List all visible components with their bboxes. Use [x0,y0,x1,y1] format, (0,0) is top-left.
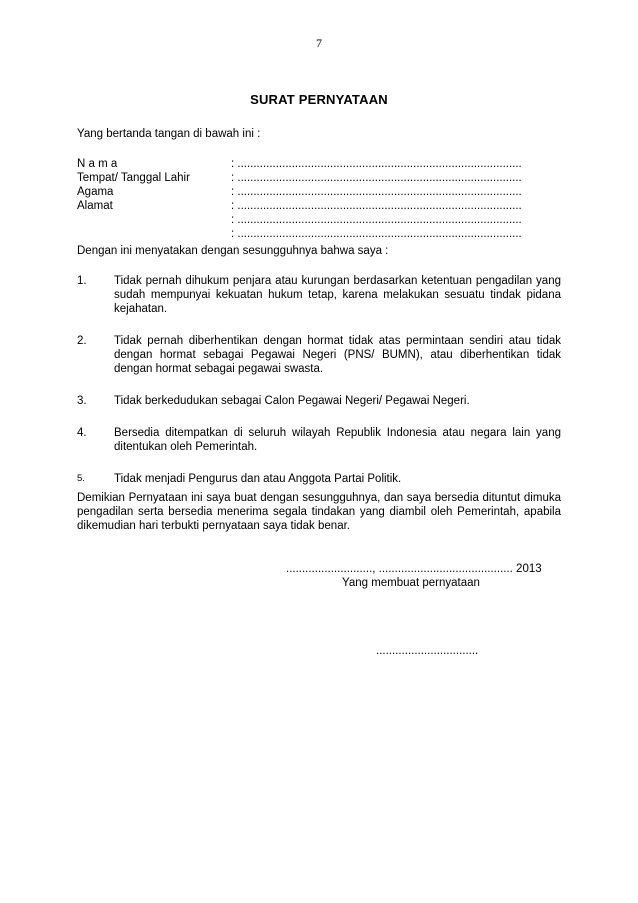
field-label-address: Alamat [77,200,113,212]
field-row-address-3 [77,227,547,241]
signature-place-date: ..........................., .......................................... 2013 [286,563,542,575]
field-value-address-3: : ......................................................................................... [231,228,522,240]
identity-fields [77,157,547,241]
intro-text: Yang bertanda tangan di bawah ini : [77,128,261,140]
field-label-birth: Tempat/ Tanggal Lahir [77,172,190,184]
field-row-name [77,157,547,171]
declaration-intro: Dengan ini menyatakan dengan sesungguhnya bahwa saya : [77,245,389,257]
field-value-name: : ......................................................................................... [231,158,522,170]
field-label-name: N a m a [77,158,118,170]
field-row-address-2 [77,213,547,227]
item-number: 4. [77,427,87,439]
list-item [77,334,561,376]
field-value-address-2: : ......................................................................................... [231,214,522,226]
signature-role: Yang membuat pernyataan [342,577,480,589]
field-value-birth: : ......................................................................................... [231,172,522,184]
field-value-religion: : ......................................................................................... [231,186,522,198]
list-item [77,274,561,316]
item-text: Tidak berkedudukan sebagai Calon Pegawai Negeri/ Pegawai Negeri. [114,395,470,407]
item-number: 1. [77,275,87,287]
item-text: Tidak pernah diberhentikan dengan hormat tidak atas permintaan sendiri atau tidak dengan hormat sebagai Pegawai Negeri (PNS/ BUMN), atau diberhentikan tidak dengan hormat sebagai pegawai swasta. [114,335,561,375]
item-text: Bersedia ditempatkan di seluruh wilayah Republik Indonesia atau negara lain yang ditentukan oleh Pemerintah. [114,427,561,453]
list-item [77,472,561,486]
field-value-address: : ......................................................................................... [231,200,522,212]
closing-paragraph: Demikian Pernyataan ini saya buat dengan sesungguhnya, dan saya bersedia dituntut dimuka pengadilan serta bersedia menerima segala tindakan yang diambil oleh Pemerintah, apabila dikemudian hari terbukti pernyataan saya tidak benar. [77,492,561,532]
field-row-religion [77,185,547,199]
item-number: 2. [77,335,87,347]
field-label-religion: Agama [77,186,114,198]
declaration-list [77,274,561,504]
item-number: 3. [77,395,87,407]
item-text: Tidak menjadi Pengurus dan atau Anggota Partai Politik. [114,473,402,485]
field-row-address [77,199,547,213]
page-number: 7 [316,36,322,50]
item-text: Tidak pernah dihukum penjara atau kurungan berdasarkan ketentuan pengadilan yang sudah mempunyai kekuatan hukum tetap, karena melakukan sesuatu tindak pidana kejahatan. [114,275,561,315]
document-title: SURAT PERNYATAAN [250,92,388,107]
signature-name-line: ................................ [376,645,479,657]
list-item [77,426,561,454]
item-number: 5. [77,473,85,484]
field-row-birth [77,171,547,185]
list-item [77,394,561,408]
